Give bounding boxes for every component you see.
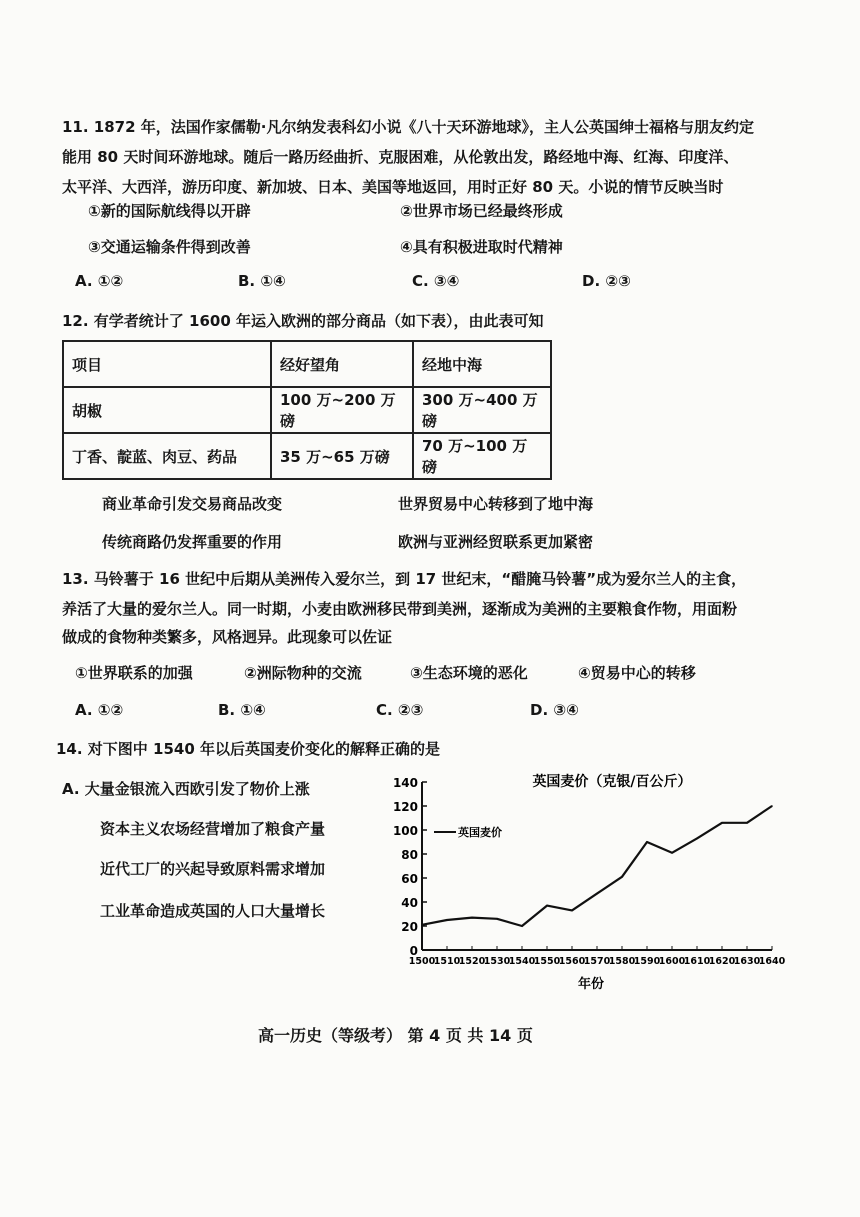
x-tick-label: 1510 (433, 956, 461, 967)
x-tick-label: 1630 (733, 956, 761, 967)
table-cell: 100 万~200 万磅 (271, 387, 413, 433)
q11-stem-line1: 11. 1872 年，法国作家儒勒·凡尔纳发表科幻小说《八十天环游地球》，主人公英国绅士福格与朋友约定 (62, 118, 754, 136)
q13-choice-a[interactable]: A. ①② (75, 701, 124, 719)
q13-choice-c[interactable]: C. ②③ (376, 701, 424, 719)
q13-stem-line1: 13. 马铃薯于 16 世纪中后期从美洲传入爱尔兰，到 17 世纪末，“醋腌马铃薯”成为爱尔兰人的主食， (62, 570, 747, 588)
q14-choice-a[interactable]: A. 大量金银流入西欧引发了物价上涨 (62, 780, 310, 798)
q11-choice-d[interactable]: D. ②③ (582, 272, 631, 290)
x-tick-label: 1500 (408, 956, 436, 967)
table-header-row (63, 341, 551, 387)
x-tick-label: 1600 (658, 956, 686, 967)
y-tick-label: 60 (401, 872, 418, 886)
x-tick-label: 1640 (758, 956, 786, 967)
data-point (446, 919, 448, 921)
table-cell: 丁香、靛蓝、肉豆、药品 (63, 433, 271, 479)
data-point (671, 852, 673, 854)
page-footer: 高一历史（等级考） 第 4 页 共 14 页 (258, 1026, 533, 1045)
y-tick-label: 20 (401, 920, 418, 934)
q11-item-3: ③交通运输条件得到改善 (88, 238, 251, 256)
q13-item-2: ②洲际物种的交流 (244, 664, 362, 682)
q14-choice-d[interactable]: 工业革命造成英国的人口大量增长 (100, 902, 326, 920)
data-point (471, 917, 473, 919)
table-row (63, 433, 551, 479)
q13-item-3: ③生态环境的恶化 (410, 664, 528, 682)
data-point (746, 822, 748, 824)
table-cell: 70 万~100 万磅 (413, 433, 551, 479)
q11-item-4: ④具有积极进取时代精神 (400, 238, 563, 256)
q12-choice-d[interactable]: 欧洲与亚洲经贸联系更加紧密 (398, 533, 594, 551)
q12-choice-b[interactable]: 世界贸易中心转移到了地中海 (398, 495, 594, 513)
q12-choice-a[interactable]: 商业革命引发交易商品改变 (102, 495, 283, 513)
q11-item-1: ①新的国际航线得以开辟 (88, 202, 251, 220)
x-tick-label: 1560 (558, 956, 586, 967)
data-point (521, 925, 523, 927)
table-header-cell: 经好望角 (271, 341, 413, 387)
x-tick-label: 1570 (583, 956, 611, 967)
data-point (621, 876, 623, 878)
y-tick-label: 120 (392, 800, 418, 814)
q11-choice-c[interactable]: C. ③④ (412, 272, 460, 290)
x-tick-label: 1540 (508, 956, 536, 967)
chart-legend (434, 825, 502, 839)
q14-choice-c[interactable]: 近代工厂的兴起导致原料需求增加 (100, 860, 326, 878)
x-tick-label: 1590 (633, 956, 661, 967)
legend-label: 英国麦价 (458, 826, 502, 839)
q13-stem-line2: 养活了大量的爱尔兰人。同一时期，小麦由欧洲移民带到美洲，逐渐成为美洲的主要粮食作物，用面粉 (62, 600, 738, 618)
data-point (596, 893, 598, 895)
table-header-cell: 经地中海 (413, 341, 551, 387)
x-axis-label: 年份 (577, 977, 605, 992)
q11-choice-b[interactable]: B. ①④ (238, 272, 286, 290)
y-tick-label: 40 (401, 896, 418, 910)
q11-stem-line2: 能用 80 天时间环游地球。随后一路历经曲折、克服困难，从伦敦出发，路经地中海、红海、印度洋、 (62, 148, 739, 166)
q11-item-2: ②世界市场已经最终形成 (400, 202, 563, 220)
y-tick-label: 140 (392, 776, 418, 790)
q12-choice-c[interactable]: 传统商路仍发挥重要的作用 (102, 533, 283, 551)
x-tick-label: 1520 (458, 956, 486, 967)
q12-stem: 12. 有学者统计了 1600 年运入欧洲的部分商品（如下表），由此表可知 (62, 312, 544, 330)
goods-table (62, 340, 552, 480)
q13-choice-d[interactable]: D. ③④ (530, 701, 579, 719)
x-tick-label: 1610 (683, 956, 711, 967)
y-tick-label: 80 (401, 848, 418, 862)
data-point (771, 805, 773, 807)
q13-stem-line3: 做成的食物种类繁多，风格迥异。此现象可以佐证 (62, 628, 393, 646)
series-line-wheat-price (422, 806, 772, 926)
q11-choice-a[interactable]: A. ①② (75, 272, 124, 290)
q13-choice-b[interactable]: B. ①④ (218, 701, 266, 719)
data-point (721, 822, 723, 824)
q13-item-1: ①世界联系的加强 (75, 664, 193, 682)
q14-stem: 14. 对下图中 1540 年以后英国麦价变化的解释正确的是 (56, 740, 440, 758)
x-tick-label: 1620 (708, 956, 736, 967)
data-point (496, 918, 498, 920)
x-tick-label: 1580 (608, 956, 636, 967)
table-cell: 胡椒 (63, 387, 271, 433)
wheat-price-chart (380, 764, 800, 994)
table-header-cell: 项目 (63, 341, 271, 387)
data-point (646, 841, 648, 843)
y-tick-label: 100 (392, 824, 418, 838)
y-tick-label: 0 (409, 944, 418, 958)
q11-stem-line3: 太平洋、大西洋，游历印度、新加坡、日本、美国等地返回，用时正好 80 天。小说的情节反映当时 (62, 178, 724, 196)
x-tick-label: 1530 (483, 956, 511, 967)
x-tick-label: 1550 (533, 956, 561, 967)
q13-item-4: ④贸易中心的转移 (578, 664, 696, 682)
data-point (571, 910, 573, 912)
q14-choice-b[interactable]: 资本主义农场经营增加了粮食产量 (100, 820, 326, 838)
data-point (696, 838, 698, 840)
table-cell: 35 万~65 万磅 (271, 433, 413, 479)
data-point (421, 924, 423, 926)
data-point (546, 905, 548, 907)
table-row (63, 387, 551, 433)
table-cell: 300 万~400 万磅 (413, 387, 551, 433)
chart-title: 英国麦价（克银/百公斤） (532, 774, 692, 790)
